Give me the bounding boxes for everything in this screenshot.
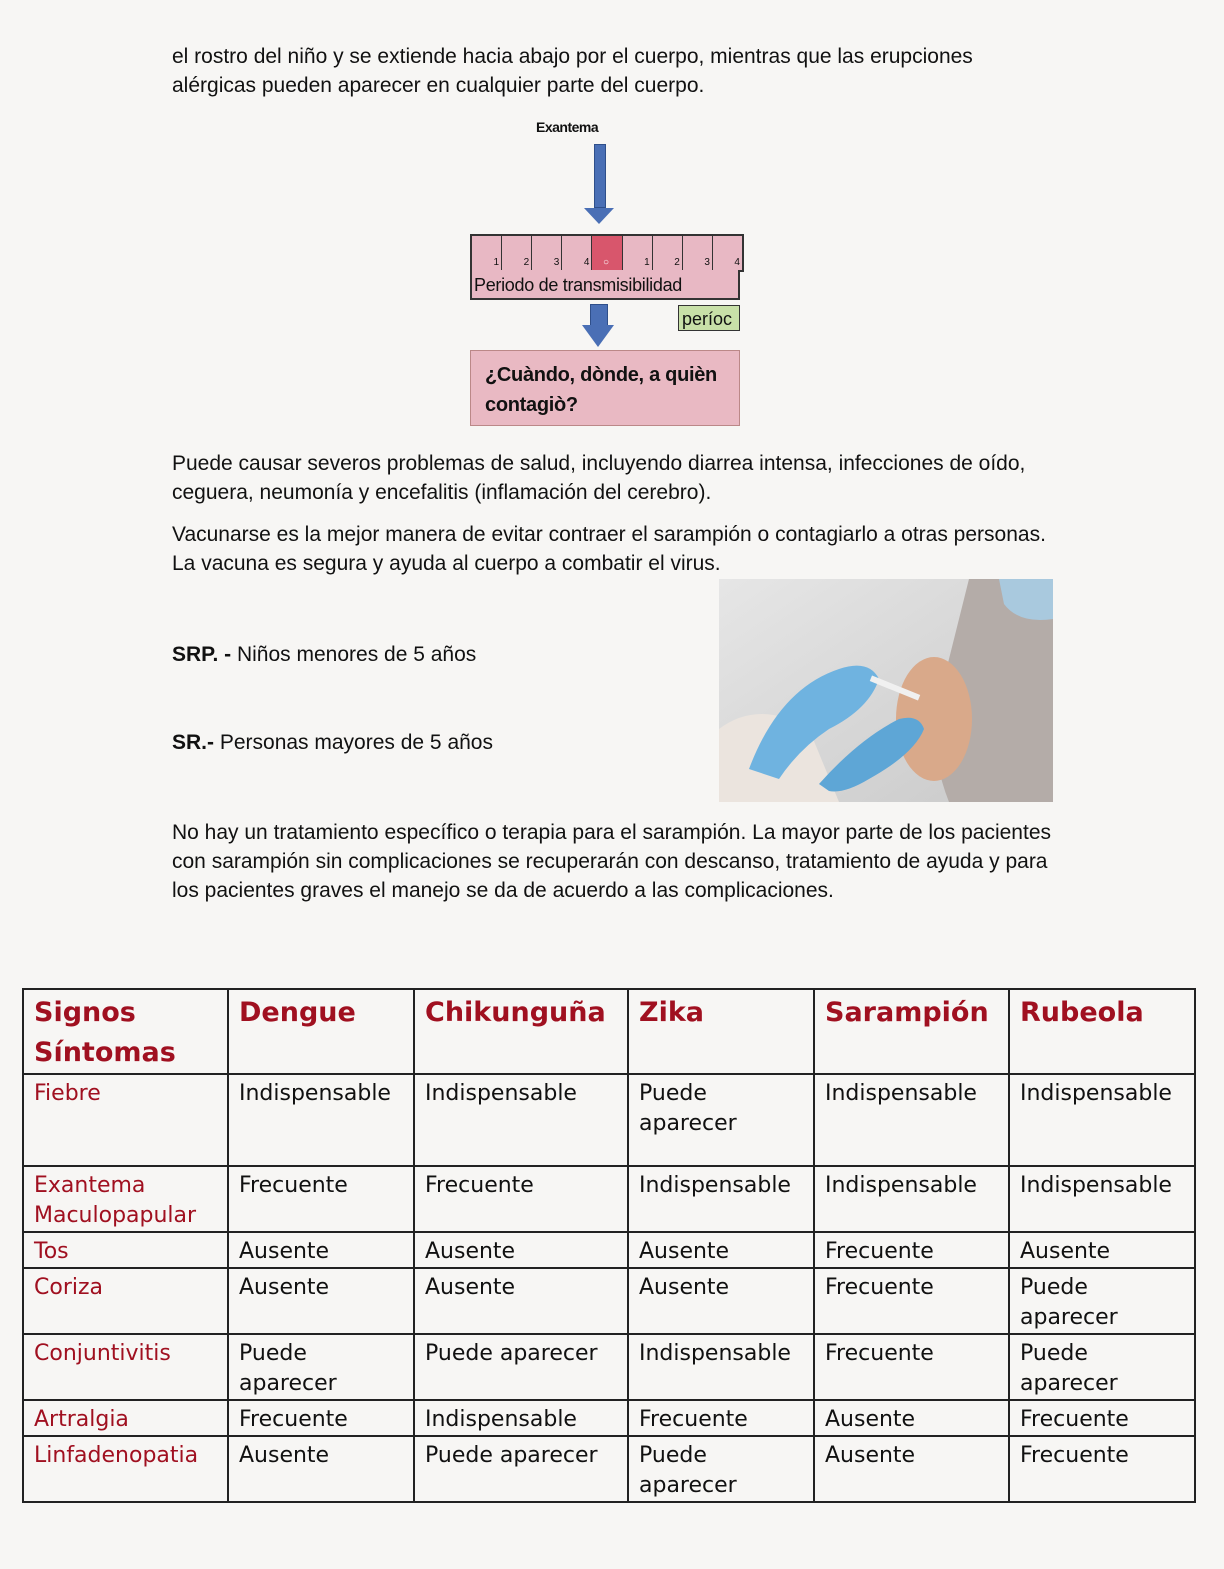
vaccine-code: SRP. - bbox=[172, 643, 232, 666]
diagram-title: Exantema bbox=[536, 119, 599, 135]
row-header: Coriza bbox=[23, 1268, 228, 1334]
table-row bbox=[23, 1166, 1195, 1232]
column-header: Signos Síntomas bbox=[23, 989, 228, 1074]
column-header: Chikunguña bbox=[414, 989, 628, 1074]
vaccine-srp bbox=[172, 643, 476, 667]
column-header: Rubeola bbox=[1009, 989, 1195, 1074]
table-row bbox=[23, 1436, 1195, 1502]
vaccination-photo bbox=[719, 579, 1053, 802]
arrowhead-icon bbox=[584, 208, 614, 224]
table-cell: Puede aparecer bbox=[1009, 1268, 1195, 1334]
column-header: Dengue bbox=[228, 989, 414, 1074]
row-header: Artralgia bbox=[23, 1400, 228, 1436]
table-row bbox=[23, 1400, 1195, 1436]
row-header: Conjuntivitis bbox=[23, 1334, 228, 1400]
table-cell: Indispensable bbox=[814, 1166, 1009, 1232]
vaccine-paragraph: Vacunarse es la mejor manera de evitar contraer el sarampión o contagiarlo a otras personas. La vacuna es segura y ayuda al cuerpo a combatir el virus. bbox=[172, 523, 1046, 575]
table-cell: Ausente bbox=[814, 1400, 1009, 1436]
row-header: Fiebre bbox=[23, 1074, 228, 1166]
table-cell: Frecuente bbox=[1009, 1436, 1195, 1502]
table-row bbox=[23, 1232, 1195, 1268]
table-row bbox=[23, 1268, 1195, 1334]
table-cell: Indispensable bbox=[414, 1074, 628, 1166]
contagion-question: ¿Cuàndo, dònde, a quièn contagiò? bbox=[470, 350, 740, 426]
table-cell: Puede aparecer bbox=[228, 1334, 414, 1400]
table-cell: Frecuente bbox=[628, 1400, 814, 1436]
table-cell: Indispensable bbox=[628, 1166, 814, 1232]
day-cell: 4 bbox=[562, 236, 592, 270]
table-cell: Ausente bbox=[1009, 1232, 1195, 1268]
day-cell: 2 bbox=[502, 236, 532, 270]
table-row bbox=[23, 1334, 1195, 1400]
arrowhead-icon bbox=[582, 325, 614, 347]
table-cell: Indispensable bbox=[1009, 1074, 1195, 1166]
table-cell: Puede aparecer bbox=[414, 1334, 628, 1400]
table-cell: Puede aparecer bbox=[1009, 1334, 1195, 1400]
table-cell: Frecuente bbox=[228, 1400, 414, 1436]
table-cell: Ausente bbox=[628, 1268, 814, 1334]
row-header: Exantema Maculopapular bbox=[23, 1166, 228, 1232]
vaccine-code: SR.- bbox=[172, 731, 214, 754]
table-cell: Ausente bbox=[228, 1268, 414, 1334]
table-cell: Frecuente bbox=[414, 1166, 628, 1232]
vaccine-sr bbox=[172, 731, 493, 755]
table-cell: Ausente bbox=[414, 1268, 628, 1334]
day-cell: 3 bbox=[532, 236, 562, 270]
intro-paragraph: el rostro del niño y se extiende hacia abajo por el cuerpo, mientras que las erupciones alérgicas pueden aparecer en cualquier parte del cuerpo. bbox=[172, 45, 973, 97]
period-label: períoc bbox=[678, 305, 740, 331]
table-cell: Indispensable bbox=[1009, 1166, 1195, 1232]
table-cell: Indispensable bbox=[228, 1074, 414, 1166]
table-row bbox=[23, 1074, 1195, 1166]
day-cell: 3 bbox=[683, 236, 713, 270]
vaccine-description: Niños menores de 5 años bbox=[231, 643, 477, 666]
rash-day-cell: ○ bbox=[592, 236, 622, 270]
day-cell: 2 bbox=[653, 236, 683, 270]
day-timeline bbox=[470, 234, 744, 272]
day-cell: 1 bbox=[623, 236, 653, 270]
transmission-diagram bbox=[468, 112, 748, 432]
table-cell: Ausente bbox=[414, 1232, 628, 1268]
table-cell: Puede aparecer bbox=[628, 1436, 814, 1502]
health-problems-paragraph: Puede causar severos problemas de salud, incluyendo diarrea intensa, infecciones de oído, ceguera, neumonía y encefalitis (inflamación del cerebro). bbox=[172, 452, 1026, 504]
day-cell: 4 bbox=[734, 257, 740, 268]
transmission-period-label: Periodo de transmisibilidad bbox=[470, 270, 740, 300]
table-header-row bbox=[23, 989, 1195, 1074]
arrow-down-icon bbox=[594, 144, 606, 208]
table-cell: Puede aparecer bbox=[628, 1074, 814, 1166]
arrow-down-icon bbox=[590, 304, 608, 326]
table-cell: Ausente bbox=[814, 1436, 1009, 1502]
symptom-comparison-table bbox=[22, 988, 1196, 1503]
column-header: Sarampión bbox=[814, 989, 1009, 1074]
column-header: Zika bbox=[628, 989, 814, 1074]
table-cell: Indispensable bbox=[814, 1074, 1009, 1166]
table-cell: Indispensable bbox=[414, 1400, 628, 1436]
vaccine-description: Personas mayores de 5 años bbox=[214, 731, 493, 754]
row-header: Linfadenopatia bbox=[23, 1436, 228, 1502]
table-cell: Frecuente bbox=[1009, 1400, 1195, 1436]
table-cell: Frecuente bbox=[814, 1232, 1009, 1268]
table-cell: Frecuente bbox=[814, 1268, 1009, 1334]
table-cell: Ausente bbox=[228, 1436, 414, 1502]
row-header: Tos bbox=[23, 1232, 228, 1268]
table-cell: Ausente bbox=[228, 1232, 414, 1268]
treatment-paragraph: No hay un tratamiento específico o terapia para el sarampión. La mayor parte de los pacientes con sarampión sin complicaciones se recuperarán con descanso, tratamiento de ayuda y para los pacientes graves el manejo se da de acuerdo a las complicaciones. bbox=[172, 821, 1051, 902]
table-cell: Indispensable bbox=[628, 1334, 814, 1400]
day-cell: 1 bbox=[472, 236, 502, 270]
table-cell: Puede aparecer bbox=[414, 1436, 628, 1502]
table-cell: Frecuente bbox=[814, 1334, 1009, 1400]
table-cell: Ausente bbox=[628, 1232, 814, 1268]
table-cell: Frecuente bbox=[228, 1166, 414, 1232]
